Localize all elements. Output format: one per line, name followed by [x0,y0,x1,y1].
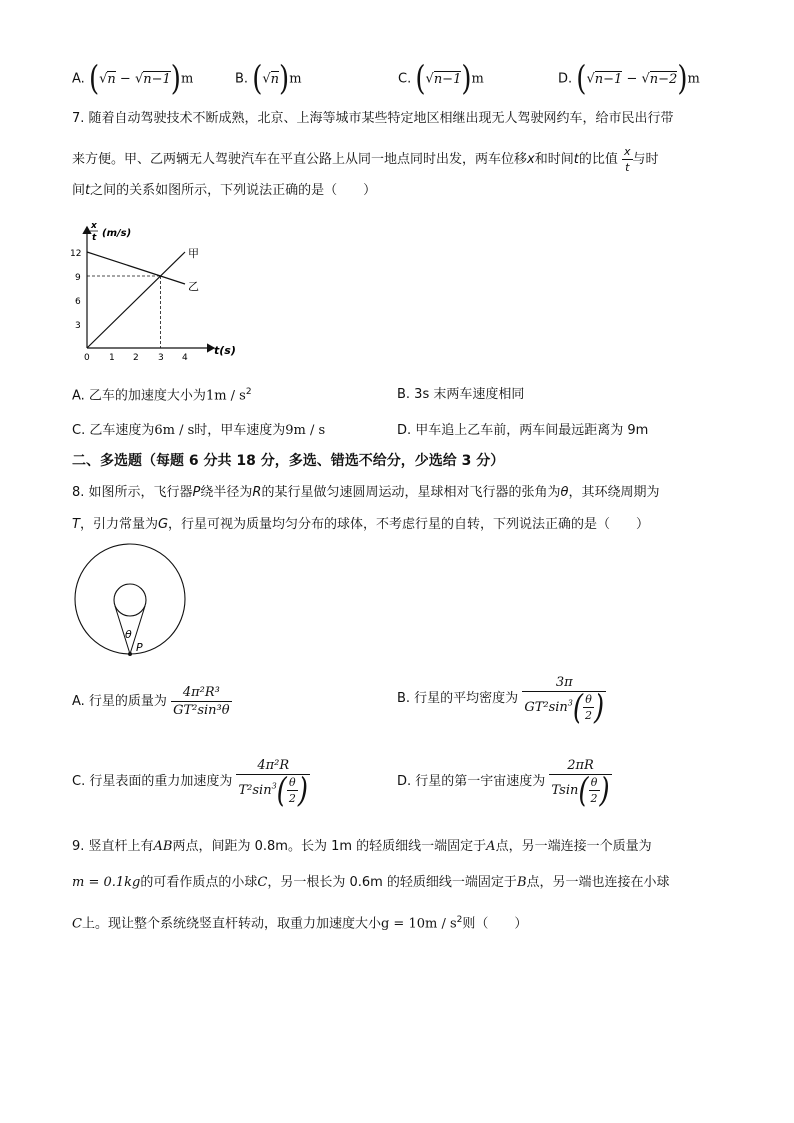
y-axis-label-num: x [91,221,97,231]
q9-stem-line2: m = 0.1kg的可看作质点的小球C，另一根长为 0.6m 的轻质细线一端固定于B点，另一端也连接在小球 [72,875,670,890]
section-title: 二、多选题（每题 6 分共 18 分，多选、错选不给分，少选给 3 分） [72,453,505,469]
q8-stem-line1: 8. 如图所示，飞行器P绕半径为R的某行星做匀速圆周运动，星球相对飞行器的张角为θ，其环绕周期为 [72,485,660,500]
q6-option-b: B. (√n)m [235,59,302,99]
x-tick-3: 3 [158,353,164,363]
fraction-density: 3π $GT^2\sin^3$( $\frac{\theta}{2}$ ) [524,675,605,727]
q7-option-a: A. 乙车的加速度大小为$1m / s^2$ [72,387,252,404]
sqrt-arg: n [107,71,116,87]
q7-graph [66,215,246,365]
q7-stem-line3: 间t之间的关系如图所示，下列说法正确的是（ ） [72,183,377,198]
option-letter: D. [558,71,573,87]
x-tick-4: 4 [182,353,188,363]
point-p-label: P [136,641,143,654]
q7-stem-line2: 来方便。甲、乙两辆无人驾驶汽车在平直公路上从同一地点同时出发，两车位移x和时间t的比值 $\frac{x}{t}$ 与时 [72,145,659,174]
planet-circle [114,584,146,616]
fraction-x-over-t: $\frac{x}{t}$ [624,145,631,174]
x-tick-2: 2 [133,353,139,363]
sqrt-arg: n−2 [649,71,678,87]
q9-stem-line3: C上。现让整个系统绕竖直杆转动，取重力加速度大小$g = 10m / s^2$则（ ） [72,915,528,932]
y-tick-12: 12 [70,249,82,259]
unit: m [289,71,302,87]
y-axis-label-den: t [92,233,97,243]
y-axis-unit: (m/s) [102,228,132,239]
sqrt-arg: n−1 [143,71,171,87]
fraction-mass: $\frac{\text{4π²R³}}{\text{GT²sin³θ}}$ [173,685,230,718]
unit: m [471,71,484,87]
q8-stem-line2: T，引力常量为G，行星可视为质量均匀分布的球体，不考虑行星的自转，下列说法正确的是（ ） [72,517,650,532]
q8-orbit-figure [72,543,192,663]
fraction-velocity: 2πR Tsin( $\frac{\theta}{2}$ ) [551,758,610,810]
x-tick-1: 1 [109,353,115,363]
fraction-gravity: 4π²R $T^2\sin^3$( $\frac{\theta}{2}$ ) [238,758,308,810]
option-letter: B. [235,71,249,87]
q8-option-b: B. 行星的平均密度为 3π $GT^2\sin^3$( $\frac{\theta}{2}$ ) [397,675,605,727]
x-tick-0: 0 [84,353,90,363]
option-letter: A. [72,71,85,87]
q7-option-d: D. 甲车追上乙车前，两车间最远距离为 9m [397,423,649,438]
theta-label: θ [125,628,132,641]
sqrt-arg: n−1 [594,71,623,87]
label-jia: 甲 [188,247,199,260]
minus-sign: − [119,71,131,87]
q9-stem-line1: 9. 竖直杆上有AB两点，间距为 0.8m。长为 1m 的轻质细线一端固定于A点，另一端连接一个质量为 [72,839,652,854]
option-letter: C. [398,71,412,87]
q7-stem-line1: 7. 随着自动驾驶技术不断成熟，北京、上海等城市某些特定地区相继出现无人驾驶网约车，给市民出行带 [72,111,674,126]
sqrt-arg: n−1 [433,71,462,87]
craft-point [128,652,132,656]
label-yi: 乙 [188,280,199,293]
x-axis-label: t(s) [214,344,236,357]
q7-option-c: C. 乙车速度为6m / s时，甲车速度为9m / s [72,423,326,438]
unit: m [180,71,194,87]
q6-option-a: A. (√n − √n−1)m [72,59,194,99]
q8-option-c: C. 行星表面的重力加速度为 4π²R $T^2\sin^3$( $\frac{\theta}{2}$ ) [72,758,308,810]
q7-option-b: B. 3s 末两车速度相同 [397,387,525,402]
line-jia [87,252,185,348]
minus-sign: − [626,71,638,87]
unit: m [687,71,700,87]
q6-option-c: C. (√n−1)m [398,59,484,99]
q8-option-a: A. 行星的质量为 $\frac{\text{4π²R³}}{\text{GT²sin³θ}}$ [72,685,230,718]
q6-option-d: D. (√n−1 − √n−2)m [558,59,700,99]
sqrt-arg: n [270,71,280,87]
q8-option-d: D. 行星的第一宇宙速度为 2πR Tsin( $\frac{\theta}{2}$ ) [397,758,610,810]
y-tick-3: 3 [75,321,81,331]
line-yi [87,252,185,284]
y-tick-9: 9 [75,273,81,283]
y-tick-6: 6 [75,297,81,307]
